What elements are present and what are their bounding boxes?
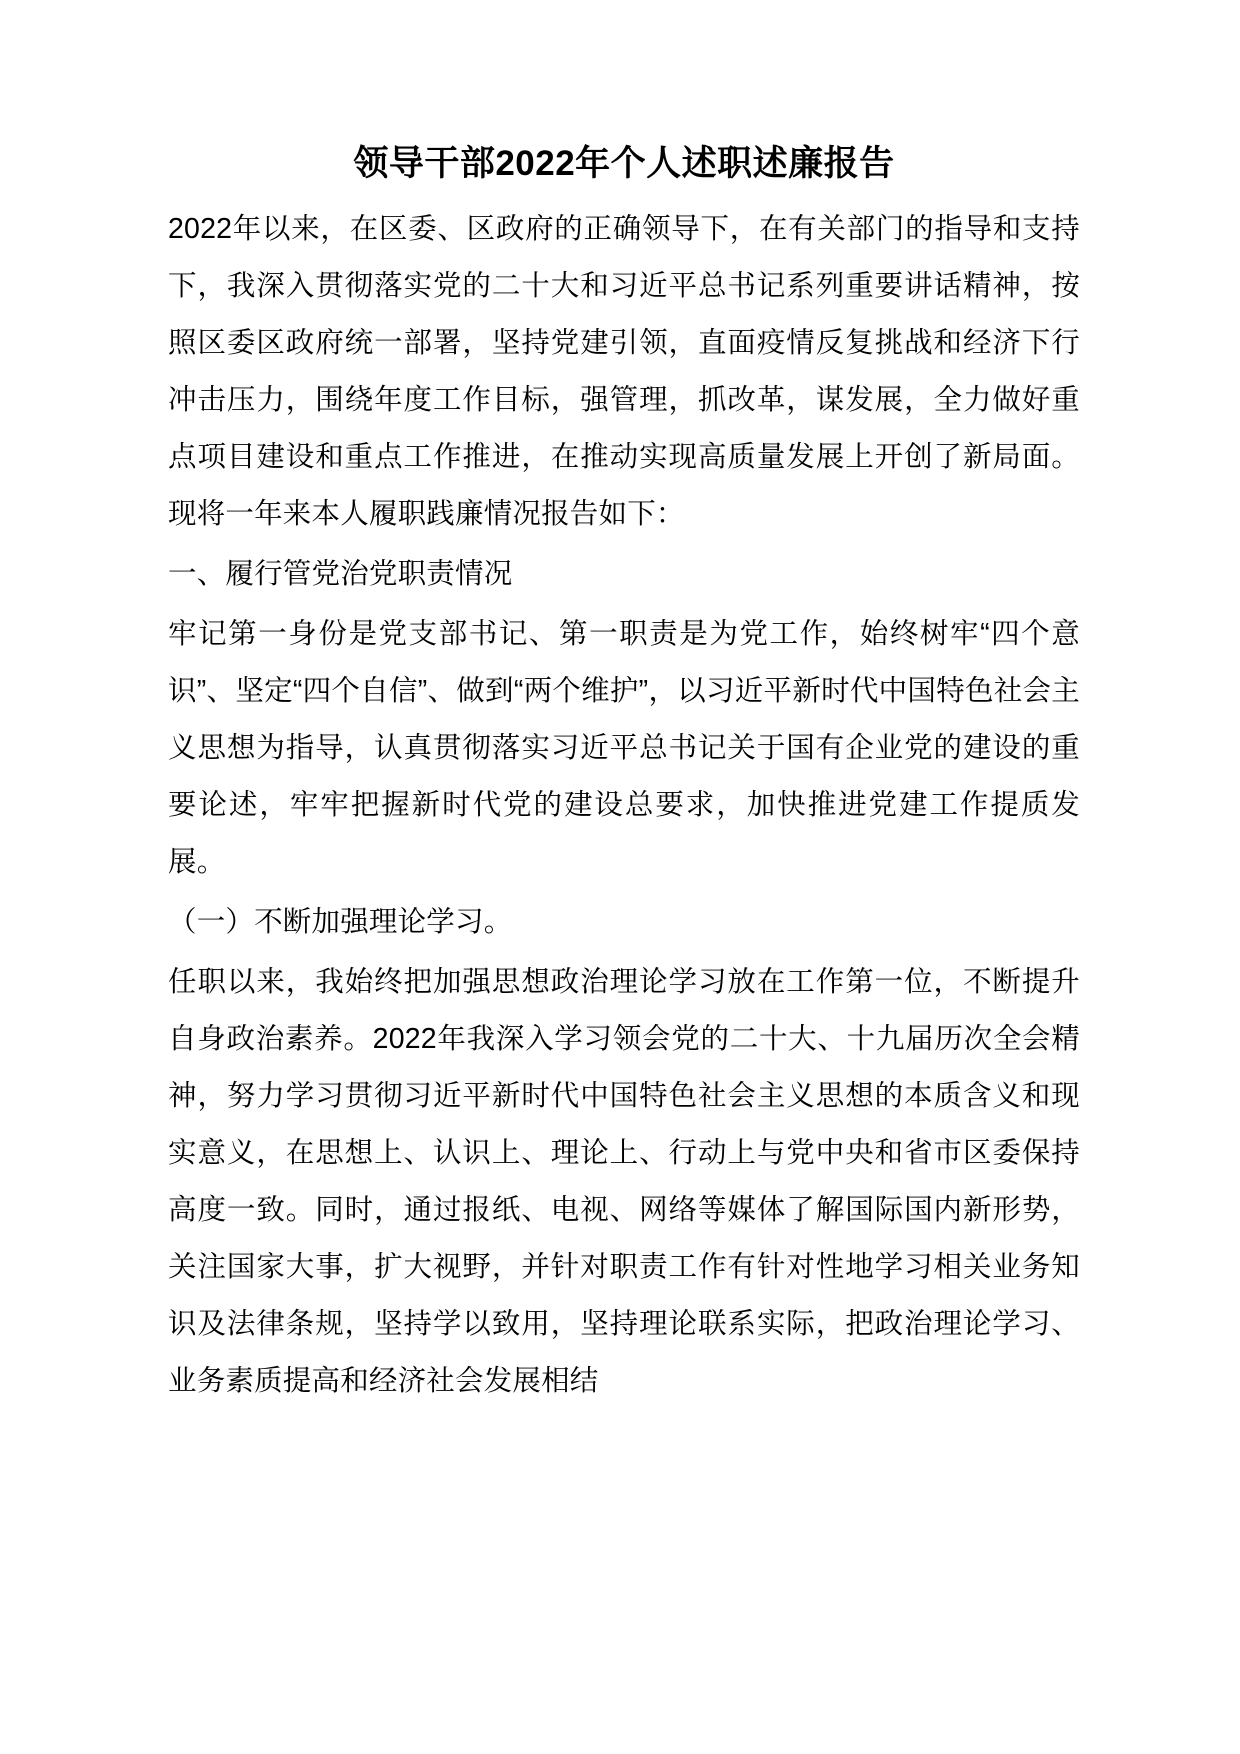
paragraph-subsection-1-1-body: 任职以来，我始终把加强思想政治理论学习放在工作第一位，不断提升自身政治素养。2022年我深入学习领会党的二十大、十九届历次全会精神，努力学习贯彻习近平新时代中国特色社会主义思想的本质含义和现实意义，在思想上、认识上、理论上、行动上与党中央和省市区委保持高度一致。同时，通过报纸、电视、网络等媒体了解国际国内新形势，关注国家大事，扩大视野，并针对职责工作有针对性地学习相关业务知识及法律条规，坚持学以致用，坚持理论联系实际，把政治理论学习、业务素质提高和经济社会发展相结 bbox=[168, 966, 1080, 1398]
page-title: 领导干部2022年个人述职述廉报告 bbox=[353, 144, 895, 183]
subsection-heading-1-1: （一）不断加强理论学习。 bbox=[168, 906, 513, 939]
paragraph-intro: 2022年以来，在区委、区政府的正确领导下，在有关部门的指导和支持下，我深入贯彻落实党的二十大和习近平总书记系列重要讲话精神，按照区委区政府统一部署，坚持党建引领，直面疫情反复挑战和经济下行冲击压力，围绕年度工作目标，强管理，抓改革，谋发展，全力做好重点项目建设和重点工作推进，在推动实现高质量发展上开创了新局面。现将一年来本人履职践廉情况报告如下： bbox=[168, 213, 1080, 531]
paragraph-section-1-body: 牢记第一身份是党支部书记、第一职责是为党工作，始终树牢“四个意识”、坚定“四个自信”、做到“两个维护”，以习近平新时代中国特色社会主义思想为指导，认真贯彻落实习近平总书记关于国有企业党的建设的重要论述，牢牢把握新时代党的建设总要求，加快推进党建工作提质发展。 bbox=[168, 618, 1080, 879]
section-heading-1: 一、履行管党治党职责情况 bbox=[168, 558, 513, 591]
